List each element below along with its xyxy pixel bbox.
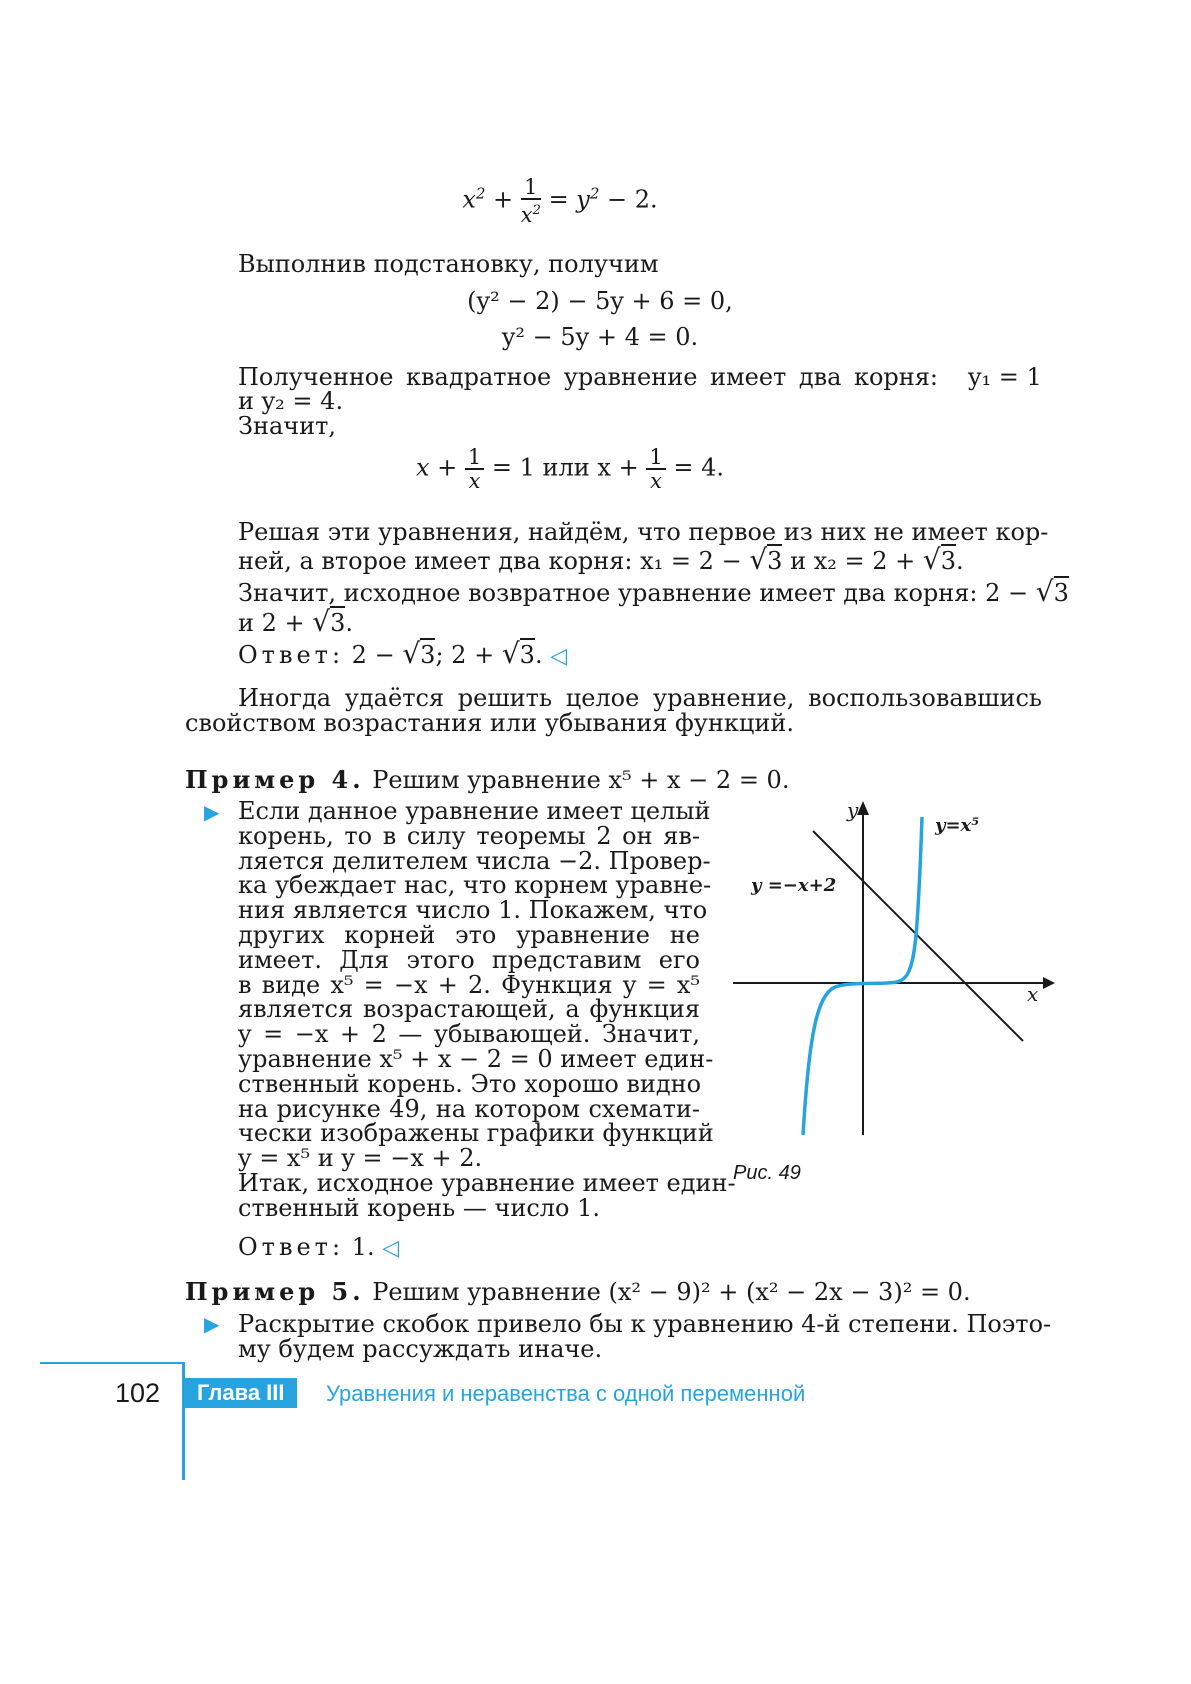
equation-sub-1: (y² − 2) − 5y + 6 = 0, (467, 287, 733, 315)
footer-rule (40, 1362, 183, 1364)
ex4-line: на рисунке 49, на котором схемати- (238, 1094, 700, 1123)
equation-top: $x^2$ + $\frac{1}{x^2}$ = $y^2 - 2$. (462, 175, 658, 227)
example-4-body (238, 797, 736, 1222)
ex4-line: ка убеждает нас, что корнем уравне- (238, 871, 712, 900)
figure-caption: Рис. 49 (733, 1162, 801, 1184)
text-quadratic-1: Полученное квадратное уравнение имеет два корня: (238, 363, 938, 391)
solution-start-icon: ▶ (204, 1312, 220, 1336)
ex4-line: уравнение x⁵ + x − 2 = 0 имеет един- (238, 1044, 714, 1073)
ex4-line: имеет. Для этого представим его (238, 945, 700, 974)
para-sometimes-2: свойством возрастания или убывания функций. (185, 709, 794, 737)
ex5-line-1: Раскрытие скобок привело бы к уравнению 4-й степени. Поэто- (238, 1310, 1052, 1338)
para-solve-3: Значит, исходное возвратное уравнение имеет два корня: 2 − √3 (238, 575, 1069, 608)
ex4-line: других корней это уравнение не (238, 920, 700, 949)
example-5-heading: Пример 5. Решим уравнение (x² − 9)² + (x² − 2x − 3)² = 0. (185, 1277, 971, 1306)
page-number: 102 (115, 1378, 161, 1408)
ex4-line: корень, то в силу теоремы 2 он яв- (238, 821, 700, 850)
figure-49 (725, 795, 1055, 1145)
ex4-line: Если данное уравнение имеет целый (238, 797, 711, 825)
ex4-line: ляется делителем числа −2. Провер- (238, 846, 711, 875)
chapter-badge: Глава III (185, 1378, 297, 1408)
text-substitution: Выполнив подстановку, получим (238, 250, 659, 278)
answer-2: Ответ: 1. ◁ (238, 1233, 400, 1261)
ex4-line: Итак, исходное уравнение имеет един- (238, 1168, 736, 1197)
fraction: $\frac{1}{x^2}$ (520, 175, 541, 227)
answer-1: Ответ: 2 − √3; 2 + √3. ◁ (238, 637, 568, 670)
ex4-line: является возрастающей, а функция (238, 995, 700, 1024)
solution-start-icon: ▶ (204, 800, 220, 824)
para-solve-1: Решая эти уравнения, найдём, что первое из них не имеет кор- (238, 518, 1049, 546)
y-axis-label: y (847, 798, 859, 822)
ex4-line: y = −x + 2 — убывающей. Значит, (238, 1020, 700, 1049)
x-axis-label: x (1027, 982, 1039, 1006)
ex4-line: y = x⁵ и y = −x + 2. (238, 1144, 483, 1173)
text-quadratic-2: и y₂ = 4. (238, 387, 344, 415)
curve-label: y=x⁵ (935, 815, 980, 836)
equation-sub-2: y² − 5y + 4 = 0. (501, 323, 699, 351)
ex4-line: ственный корень — число 1. (238, 1193, 601, 1222)
ex4-line: ния является число 1. Покажем, что (238, 896, 708, 925)
end-of-solution-icon: ◁ (382, 1236, 400, 1261)
ex4-line: чески изображены графики функций (238, 1119, 714, 1148)
end-of-solution-icon: ◁ (550, 644, 568, 669)
y-axis-arrow-icon (857, 801, 869, 815)
para-sometimes-1: Иногда удаётся решить целое уравнение, воспользовавшись (238, 684, 1042, 712)
para-solve-4: и 2 + √3. (238, 605, 354, 638)
line-label: y =−x+2 (751, 875, 837, 896)
line-graph (813, 831, 1023, 1041)
para-solve-2: ней, а второе имеет два корня: x₁ = 2 − √3 и x₂ = 2 + √3. (238, 543, 964, 576)
ex5-line-2: му будем рассуждать иначе. (238, 1335, 603, 1363)
text-quadratic-y1: y₁ = 1 (968, 363, 1042, 391)
x-axis-arrow-icon (1043, 977, 1055, 989)
ex4-line: ственный корень. Это хорошо видно (238, 1069, 702, 1098)
example-4-heading: Пример 4. Решим уравнение x⁵ + x − 2 = 0. (185, 765, 790, 794)
chapter-title: Уравнения и неравенства с одной переменной (326, 1381, 806, 1406)
ex4-line: в виде x⁵ = −x + 2. Функция y = x⁵ (238, 970, 700, 999)
text-znachit: Значит, (238, 412, 337, 440)
equation-or: x + $\frac{1}{x}$ = 1 или x + $\frac{1}{x}$ = 4. (415, 445, 724, 493)
